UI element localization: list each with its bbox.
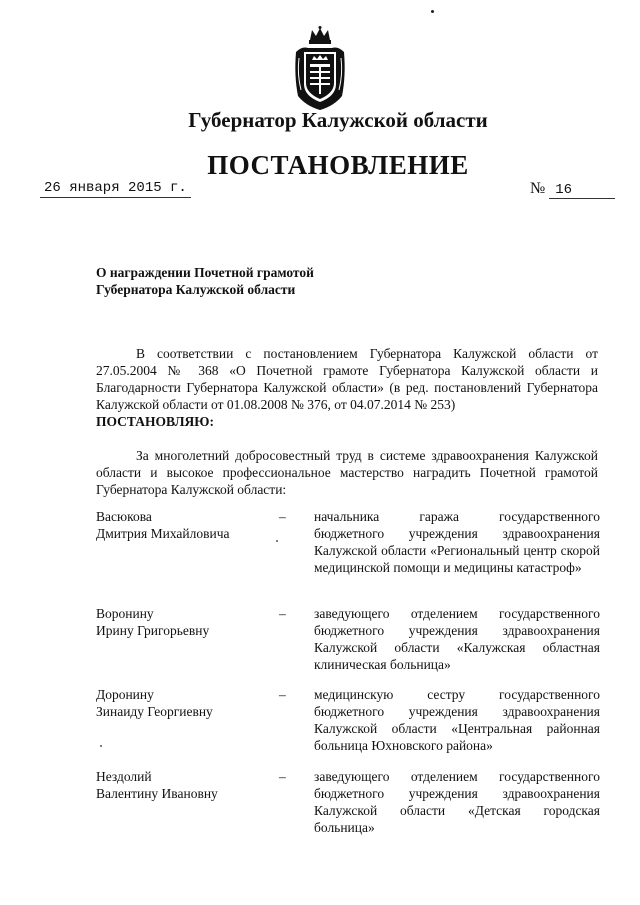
preamble-text: В соответствии с постановлением Губернатора Калужской области от 27.05.2004 № 368 «О Почетной грамоте Губернатора Калужской области и Благодарности Губернатора Калужской области» (в ред. постановлений Губернатора Калужской области от 01.08.2008 № 376, от 04.07.2014 № 253) [96, 346, 598, 412]
awardee-name [96, 605, 266, 639]
awardee-position: заведующего отделением государственного бюджетного учреждения здравоохранения Калужской области «Детская городская больница» [314, 769, 600, 835]
awardee-position: заведующего отделением государственного бюджетного учреждения здравоохранения Калужской области «Калужская областная клиническая больница» [314, 606, 600, 672]
awardee-given-names: Дмитрия Михайловича [96, 526, 230, 541]
subject-line-2: Губернатора Калужской области [96, 282, 296, 297]
awardee-surname: Воронину [96, 606, 154, 621]
awardee-surname: Васюкова [96, 509, 152, 524]
awardee-surname: Нездолий [96, 769, 152, 784]
coat-of-arms-icon [292, 26, 348, 112]
document-subject [96, 264, 416, 298]
document-type-title: ПОСТАНОВЛЕНИЕ [207, 150, 469, 180]
award-intro-paragraph: За многолетний добросовестный труд в системе здравоохранения Калужской области и высокое профессиональное мастерство наградить Почетной грамотой Губернатора Калужской области: [96, 448, 598, 497]
scan-speck [100, 745, 102, 747]
awardee-dash: – [279, 769, 286, 784]
issuing-authority: Губернатор Калужской области [188, 108, 488, 132]
number-sign: № [530, 180, 546, 197]
awardee-given-names: Валентину Ивановну [96, 786, 218, 801]
awardee-name [96, 768, 266, 802]
scan-speck [276, 540, 278, 542]
awardee-given-names: Ирину Григорьевну [96, 623, 210, 638]
awardee-given-names: Зинаиду Георгиевну [96, 704, 213, 719]
scan-speck [431, 10, 434, 13]
awardee-surname: Доронину [96, 687, 154, 702]
subject-line-1: О награждении Почетной грамотой [96, 265, 314, 280]
awardee-position: начальника гаража государственного бюджетного учреждения здравоохранения Калужской области «Региональный центр скорой медицинской помощи и медицины катастроф» [314, 509, 600, 575]
awardee-dash: – [279, 509, 286, 524]
preamble-paragraph [96, 345, 598, 430]
decree-word: ПОСТАНОВЛЯЮ: [96, 414, 214, 429]
document-number: 16 [549, 182, 615, 199]
awardee-name [96, 508, 266, 542]
awardee-dash: – [279, 606, 286, 621]
awardee-dash: – [279, 687, 286, 702]
awardee-position: медицинскую сестру государственного бюджетного учреждения здравоохранения Калужской области «Центральная районная больница Юхновского района» [314, 687, 600, 753]
document-date: 26 января 2015 г. [40, 180, 191, 198]
document-number-field [530, 180, 615, 199]
awardee-name [96, 686, 266, 720]
